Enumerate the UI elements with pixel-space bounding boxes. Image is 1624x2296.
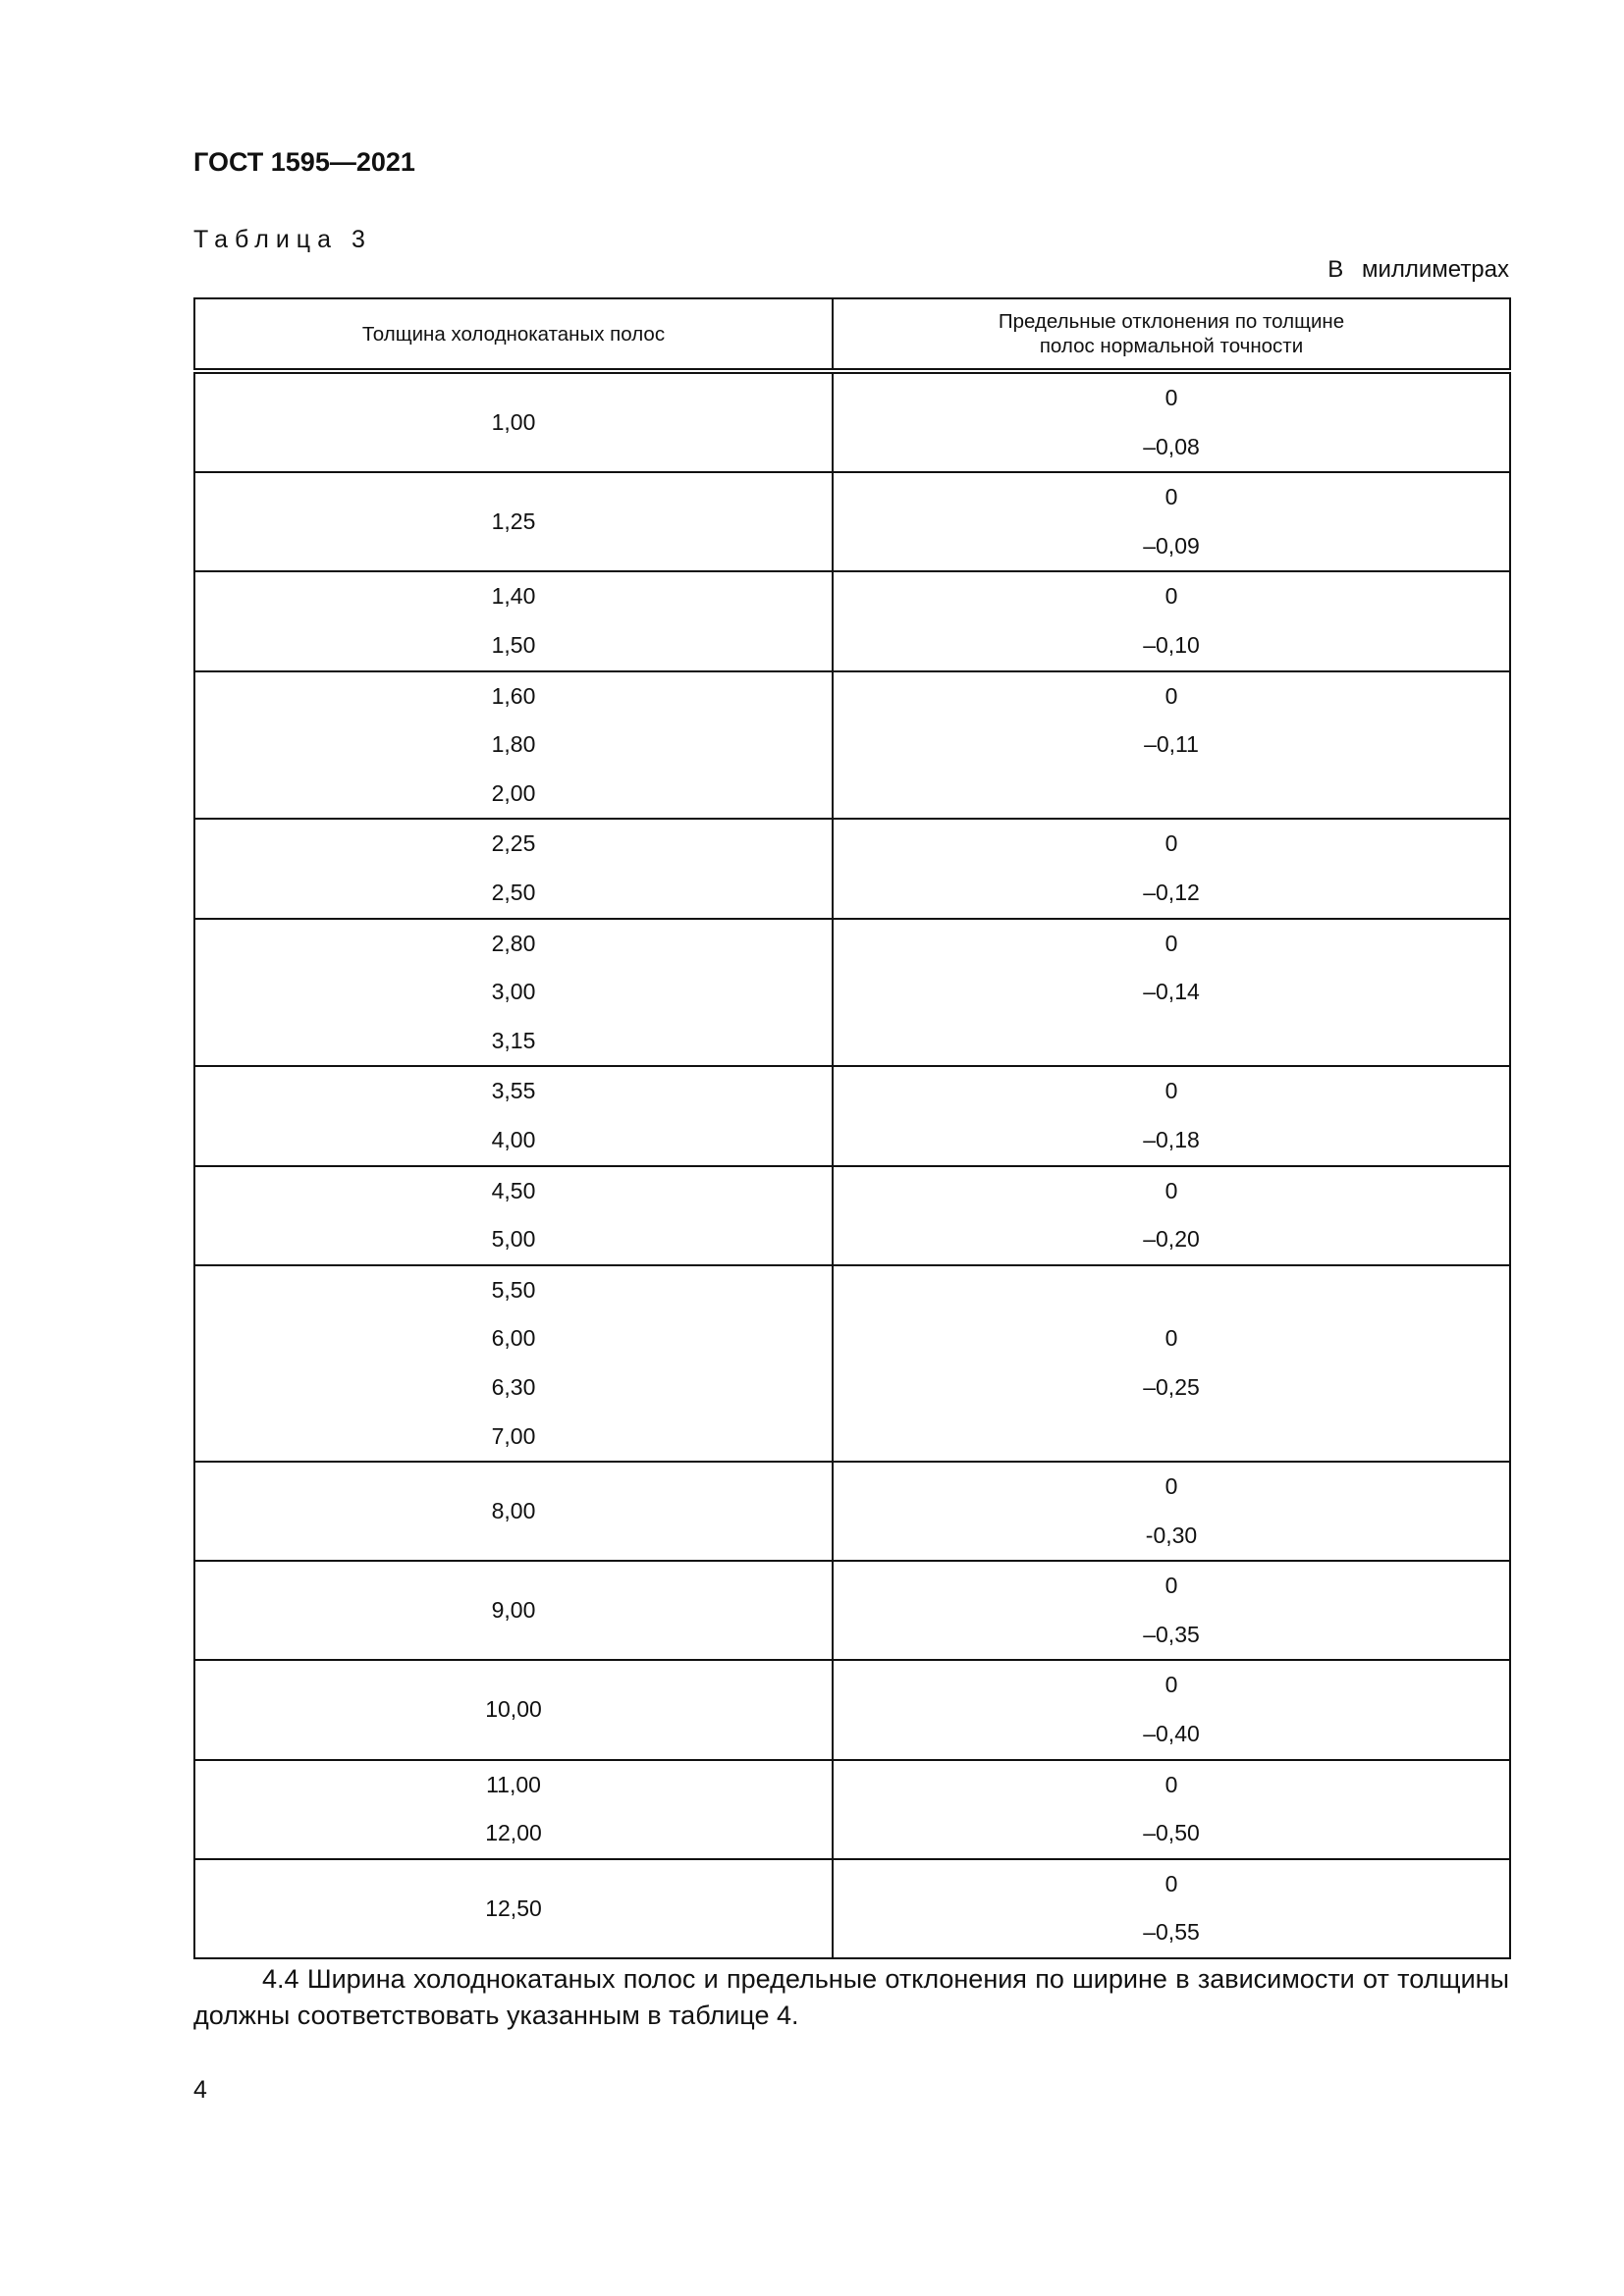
table-row — [194, 1265, 1510, 1462]
deviation-value: 0 — [1164, 1325, 1178, 1352]
table-row — [194, 1066, 1510, 1165]
deviation-value: 0 — [1164, 930, 1178, 956]
deviation-value: 0 — [1164, 1573, 1178, 1599]
thickness-cell — [194, 472, 833, 571]
thickness-value: 1,60 — [491, 682, 536, 709]
thickness-value: 10,00 — [485, 1696, 542, 1723]
thickness-value: 3,55 — [491, 1078, 536, 1104]
column-header-deviation — [833, 298, 1510, 371]
column-header-deviation-text: Предельные отклонения по толщине полос нормальной точности — [998, 310, 1345, 357]
deviation-cell — [833, 819, 1510, 918]
deviation-value: –0,40 — [1143, 1721, 1200, 1747]
deviation-cell — [833, 1166, 1510, 1265]
deviation-cell — [833, 371, 1510, 472]
deviation-value: 0 — [1164, 830, 1178, 857]
thickness-value: 1,50 — [491, 631, 536, 658]
deviation-value: –0,09 — [1143, 532, 1200, 559]
thickness-value: 2,80 — [491, 930, 536, 956]
thickness-cell — [194, 1462, 833, 1561]
deviation-value: 0 — [1164, 1672, 1178, 1698]
deviation-value: 0 — [1164, 583, 1178, 610]
units-note: В миллиметрах — [1327, 256, 1509, 283]
table-row — [194, 1660, 1510, 1759]
thickness-cell — [194, 671, 833, 820]
thickness-value: 6,30 — [491, 1373, 536, 1400]
deviation-value: –0,14 — [1143, 979, 1200, 1005]
thickness-value: 4,00 — [491, 1126, 536, 1152]
deviation-cell — [833, 1265, 1510, 1462]
table-row — [194, 1760, 1510, 1859]
deviation-value: –0,11 — [1144, 731, 1199, 758]
column-header-thickness: Толщина холоднокатаных полос — [194, 298, 833, 371]
deviation-value: 0 — [1164, 1177, 1178, 1203]
thickness-value: 5,50 — [491, 1276, 536, 1303]
deviation-cell — [833, 571, 1510, 670]
thickness-value: 9,00 — [491, 1597, 536, 1624]
thickness-value: 1,25 — [491, 507, 536, 534]
thickness-value: 3,15 — [491, 1027, 536, 1053]
tolerance-table — [193, 297, 1511, 1959]
thickness-cell — [194, 819, 833, 918]
deviation-value: –0,25 — [1143, 1373, 1200, 1400]
paragraph-4-4: 4.4 Ширина холоднокатаных полос и предельные отклонения по ширине в зависимости от толщины должны соответствовать указанным в таблице 4. — [193, 1964, 1509, 2030]
thickness-value: 6,00 — [491, 1325, 536, 1352]
thickness-cell — [194, 371, 833, 472]
table-row — [194, 571, 1510, 670]
page-number: 4 — [193, 2076, 207, 2104]
deviation-value: –0,12 — [1143, 879, 1200, 905]
deviation-cell — [833, 1660, 1510, 1759]
deviation-value: 0 — [1164, 1771, 1178, 1797]
thickness-value: 1,80 — [491, 731, 536, 758]
deviation-value: 0 — [1164, 1870, 1178, 1896]
deviation-value: –0,08 — [1143, 433, 1200, 459]
deviation-value: –0,35 — [1143, 1621, 1200, 1647]
thickness-value: 8,00 — [491, 1497, 536, 1523]
deviation-value: 0 — [1164, 682, 1178, 709]
table-row — [194, 819, 1510, 918]
table-row — [194, 1166, 1510, 1265]
thickness-value: 1,40 — [491, 583, 536, 610]
thickness-value: 5,00 — [491, 1226, 536, 1253]
thickness-cell — [194, 1066, 833, 1165]
thickness-cell — [194, 1760, 833, 1859]
thickness-cell — [194, 571, 833, 670]
deviation-cell — [833, 1859, 1510, 1958]
deviation-cell — [833, 1561, 1510, 1660]
deviation-value: 0 — [1164, 1473, 1178, 1500]
thickness-value: 3,00 — [491, 979, 536, 1005]
thickness-cell — [194, 1265, 833, 1462]
deviation-value: –0,18 — [1143, 1126, 1200, 1152]
thickness-value: 11,00 — [486, 1771, 541, 1797]
thickness-value: 2,00 — [491, 779, 536, 806]
thickness-cell — [194, 1660, 833, 1759]
deviation-cell — [833, 1760, 1510, 1859]
deviation-value: 0 — [1164, 484, 1178, 510]
deviation-cell — [833, 919, 1510, 1067]
deviation-cell — [833, 472, 1510, 571]
deviation-value: 0 — [1164, 1078, 1178, 1104]
deviation-value: –0,50 — [1143, 1820, 1200, 1846]
thickness-value: 2,25 — [491, 830, 536, 857]
thickness-value: 12,50 — [485, 1895, 542, 1921]
table-label: Таблица 3 — [193, 226, 372, 253]
thickness-cell — [194, 1561, 833, 1660]
thickness-cell — [194, 919, 833, 1067]
table-row — [194, 919, 1510, 1067]
deviation-value: -0,30 — [1145, 1522, 1198, 1548]
table-row — [194, 671, 1510, 820]
table-row — [194, 1462, 1510, 1561]
table-header-row — [194, 298, 1510, 371]
thickness-value: 12,00 — [485, 1820, 542, 1846]
thickness-cell — [194, 1166, 833, 1265]
thickness-value: 4,50 — [491, 1177, 536, 1203]
deviation-cell — [833, 1462, 1510, 1561]
thickness-value: 1,00 — [491, 408, 536, 435]
table-row — [194, 1859, 1510, 1958]
table-row — [194, 1561, 1510, 1660]
thickness-value: 7,00 — [491, 1422, 536, 1449]
document-code: ГОСТ 1595—2021 — [193, 147, 415, 177]
table-row — [194, 472, 1510, 571]
deviation-value: –0,20 — [1143, 1226, 1200, 1253]
deviation-value: 0 — [1164, 385, 1178, 410]
table-row — [194, 371, 1510, 472]
deviation-value: –0,55 — [1143, 1919, 1200, 1946]
deviation-value: –0,10 — [1143, 631, 1200, 658]
thickness-cell — [194, 1859, 833, 1958]
thickness-value: 2,50 — [491, 879, 536, 905]
deviation-cell — [833, 671, 1510, 820]
deviation-cell — [833, 1066, 1510, 1165]
